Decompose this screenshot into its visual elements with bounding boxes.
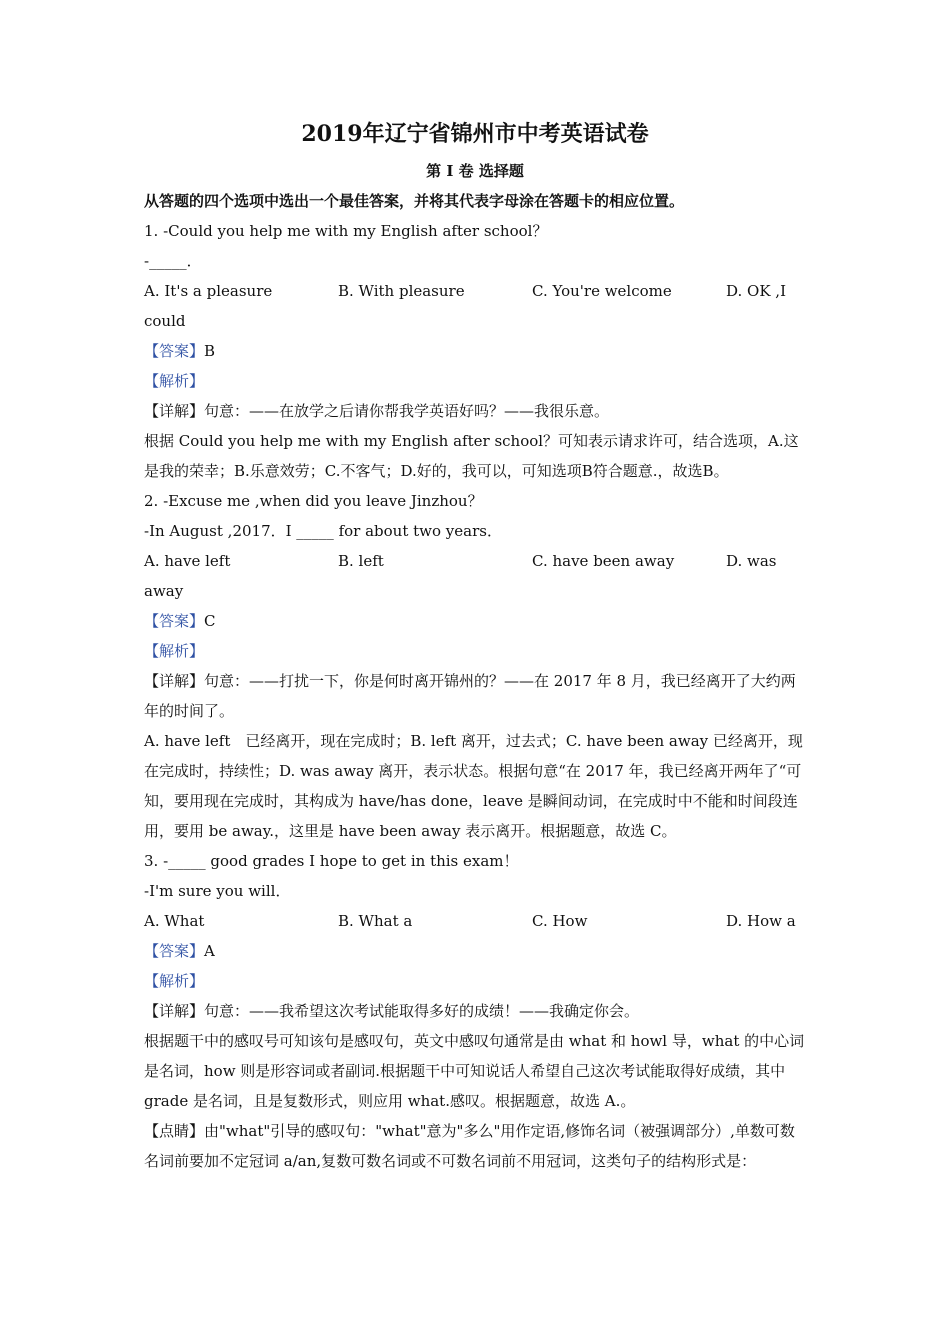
q1-blank: -_____． xyxy=(144,252,202,270)
q2-line2: -In August ,2017．I _____ for about two years． xyxy=(144,522,502,540)
q1-analysis xyxy=(144,366,806,396)
detail-label: 【详解】 xyxy=(144,402,205,420)
q1-options xyxy=(144,276,806,306)
q2-option-b: B. left xyxy=(338,552,384,570)
note-label: 【点睛】 xyxy=(144,1122,205,1140)
q1-detail xyxy=(144,396,806,426)
q2-detail xyxy=(144,666,806,726)
q3-analysis xyxy=(144,966,806,996)
q3-option-a: A. What xyxy=(144,912,205,930)
q2-answer-value: C xyxy=(204,612,216,630)
q3-note-text: 由"what"引导的感叹句："what"意为"多么"用作定语,修饰名词（被强调部分）,单数可数名词前要加不定冠词 a/an,复数可数名词或不可数名词前不用冠词，这类句子的结构形式是： xyxy=(144,1122,795,1170)
q2-detail-text: 句意：——打扰一下，你是何时离开锦州的？——在 2017 年 8 月，我已经离开了大约两年的时间了。 xyxy=(144,672,796,720)
q1-option-b: B. With pleasure xyxy=(338,282,465,300)
q2-answer xyxy=(144,606,806,636)
section-title: 第 I 卷 选择题 xyxy=(426,162,524,180)
q3-note xyxy=(144,1116,806,1176)
q2-stem: 2. -Excuse me ,when did you leave Jinzhou？ xyxy=(144,492,483,510)
answer-label: 【答案】 xyxy=(144,342,205,360)
q2-option-d: D. was xyxy=(726,552,777,570)
q1-option-d: D. OK ,I xyxy=(726,282,786,300)
q1-option-c: C. You're welcome xyxy=(532,282,672,300)
q3-option-c: C. How xyxy=(532,912,588,930)
q2-option-c: C. have been away xyxy=(532,552,675,570)
answer-label: 【答案】 xyxy=(144,612,205,630)
q1-answer-value: B xyxy=(204,342,216,360)
q1-answer xyxy=(144,336,806,366)
q3-stem: 3. -_____ good grades I hope to get in this exam！ xyxy=(144,852,519,870)
q3-detail-text: 句意：——我希望这次考试能取得多好的成绩！——我确定你会。 xyxy=(204,1002,640,1020)
document-title: 2019年辽宁省锦州市中考英语试卷 xyxy=(301,121,649,147)
q2-option-wrap: away xyxy=(144,582,184,600)
q1-option-a: A. It's a pleasure xyxy=(144,282,273,300)
analysis-label: 【解析】 xyxy=(144,372,205,390)
instruction: 从答题的四个选项中选出一个最佳答案，并将其代表字母涂在答题卡的相应位置。 xyxy=(144,192,685,210)
q1-detail-text: 句意：——在放学之后请你帮我学英语好吗？——我很乐意。 xyxy=(204,402,610,420)
analysis-label: 【解析】 xyxy=(144,642,205,660)
q3-line2: -I'm sure you will． xyxy=(144,882,291,900)
q2-analysis xyxy=(144,636,806,666)
q2-option-a: A. have left xyxy=(144,552,231,570)
q1-option-wrap: could xyxy=(144,312,186,330)
answer-label: 【答案】 xyxy=(144,942,205,960)
q3-option-b: B. What a xyxy=(338,912,413,930)
analysis-label: 【解析】 xyxy=(144,972,205,990)
q2-explanation: A. have left 已经离开，现在完成时；B. left 离开，过去式；C. have been away 已经离开，现在完成时，持续性；D. was away 离开，表示状态。根据句意“在 2017 年，我已经离开两年了“可知，要用现在完成时，其构成为 have/has done，leave 是瞬间动词，在完成时中不能和时间段连用，要用 be away.，这里是 have been away 表示离开。根据题意，故选 C。 xyxy=(144,732,803,840)
q1-stem: 1. -Could you help me with my English after school？ xyxy=(144,222,548,240)
q3-detail xyxy=(144,996,806,1026)
detail-label: 【详解】 xyxy=(144,672,205,690)
q3-answer-value: A xyxy=(204,942,215,960)
q2-options xyxy=(144,546,806,576)
q3-option-d: D. How a xyxy=(726,912,796,930)
q3-options xyxy=(144,906,806,936)
q3-answer xyxy=(144,936,806,966)
q1-explanation: 根据 Could you help me with my English after school？可知表示请求许可，结合选项，A.这是我的荣幸；B.乐意效劳；C.不客气；D.好的，我可以，可知选项B符合题意.，故选B。 xyxy=(144,432,799,480)
q3-explanation: 根据题干中的感叹号可知该句是感叹句，英文中感叹句通常是由 what 和 howl 导，what 的中心词是名词，how 则是形容词或者副词.根据题干中可知说话人希望自己这次考试能取得好成绩，其中 grade 是名词，且是复数形式，则应用 what.感叹。根据题意，故选 A.。 xyxy=(144,1032,805,1110)
detail-label: 【详解】 xyxy=(144,1002,205,1020)
